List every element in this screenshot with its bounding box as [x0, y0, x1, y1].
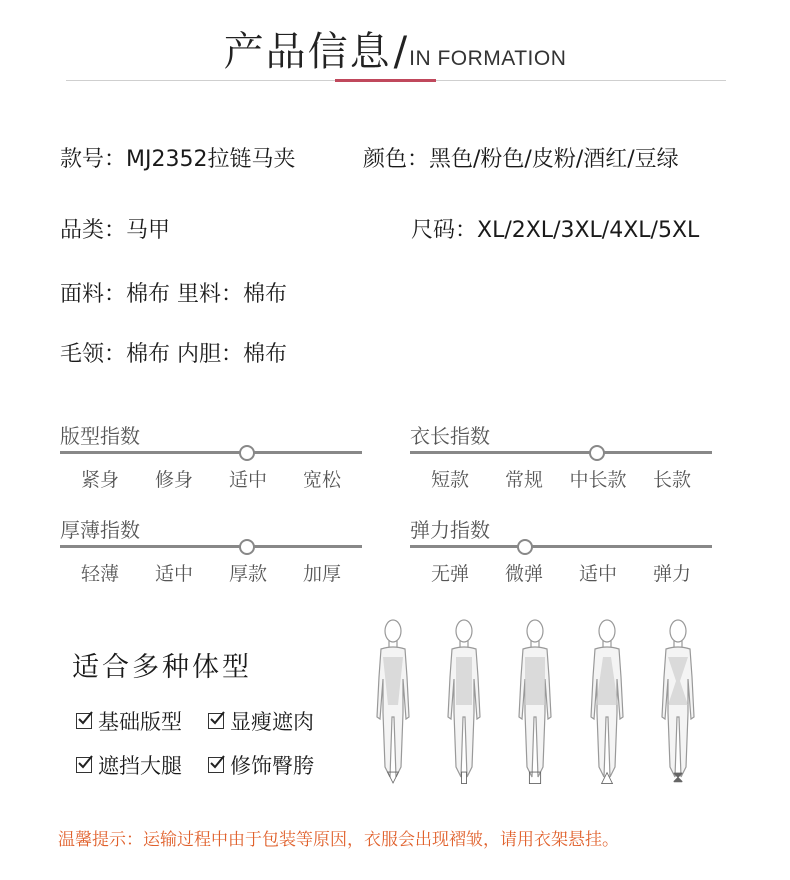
- fit-item: [208, 706, 314, 736]
- checkbox-icon: [208, 713, 224, 729]
- index-marker: [517, 539, 533, 555]
- checkbox-icon: [76, 757, 92, 773]
- body-figure: [579, 617, 635, 791]
- body-silhouette-icon: [365, 617, 421, 787]
- fit-item-label: 修饰臀胯: [230, 754, 314, 778]
- body-silhouette-icon: [650, 617, 706, 787]
- body-shape-symbol: ▽: [386, 767, 400, 786]
- title-slash: /: [393, 29, 408, 75]
- index-label: 常规: [504, 469, 543, 491]
- index-label: 中长款: [569, 469, 627, 491]
- index-label: 微弹: [504, 563, 543, 585]
- index-label: 无弹: [430, 563, 469, 585]
- fit-item: [76, 706, 182, 736]
- body-silhouette-icon: [507, 617, 563, 787]
- fit-title: 适合多种体型: [72, 652, 252, 683]
- index-track: [60, 545, 362, 548]
- index-label: 轻薄: [80, 563, 119, 585]
- index-title: 厚薄指数: [60, 518, 140, 542]
- body-shape-symbol: ▯: [459, 767, 469, 786]
- title-divider-accent: [335, 79, 436, 82]
- index-label: 长款: [652, 469, 691, 491]
- colors: 颜色：黑色/粉色/皮粉/酒红/豆绿: [363, 147, 679, 172]
- checkbox-icon: [208, 757, 224, 773]
- title-english: IN FORMATION: [409, 47, 567, 70]
- index-marker: [239, 539, 255, 555]
- index-track: [60, 451, 362, 454]
- index-label: 适中: [154, 563, 193, 585]
- index-label: 适中: [578, 563, 617, 585]
- body-shape-symbol: △: [600, 767, 614, 786]
- index-track: [410, 545, 712, 548]
- index-label: 加厚: [302, 563, 341, 585]
- fit-item-label: 显瘦遮肉: [230, 710, 314, 734]
- category: 品类：马甲: [60, 218, 171, 243]
- index-label: 短款: [430, 469, 469, 491]
- index-title: 版型指数: [60, 424, 140, 448]
- index-label: 紧身: [80, 469, 119, 491]
- index-title: 弹力指数: [410, 518, 490, 542]
- body-figure: [365, 617, 421, 791]
- body-shape-symbol: □: [527, 767, 543, 786]
- index-label: 弹力: [652, 563, 691, 585]
- index-label: 修身: [154, 469, 193, 491]
- index-label: 厚款: [228, 563, 267, 585]
- fit-item-label: 基础版型: [98, 710, 182, 734]
- collar-lining: 毛领：棉布 内胆：棉布: [60, 342, 287, 367]
- body-silhouette-icon: [579, 617, 635, 787]
- warm-tip: 温馨提示：运输过程中由于包装等原因，衣服会出现褶皱，请用衣架悬挂。: [58, 830, 619, 850]
- sizes: 尺码：XL/2XL/3XL/4XL/5XL: [411, 218, 700, 243]
- index-title: 衣长指数: [410, 424, 490, 448]
- body-figure: [507, 617, 563, 791]
- title-chinese: 产品信息: [223, 29, 392, 75]
- fit-item: [208, 750, 314, 780]
- index-marker: [239, 445, 255, 461]
- body-shape-symbol: ⧗: [672, 767, 684, 786]
- checkbox-icon: [76, 713, 92, 729]
- index-track: [410, 451, 712, 454]
- body-silhouette-icon: [436, 617, 492, 787]
- fabric: 面料：棉布 里料：棉布: [60, 282, 287, 307]
- index-label: 宽松: [302, 469, 341, 491]
- fit-item: [76, 750, 182, 780]
- index-label: 适中: [228, 469, 267, 491]
- style-number: 款号：MJ2352拉链马夹: [60, 147, 296, 172]
- index-marker: [589, 445, 605, 461]
- section-title: [0, 20, 790, 77]
- body-figure: [436, 617, 492, 791]
- fit-item-label: 遮挡大腿: [98, 754, 182, 778]
- body-figure: [650, 617, 706, 791]
